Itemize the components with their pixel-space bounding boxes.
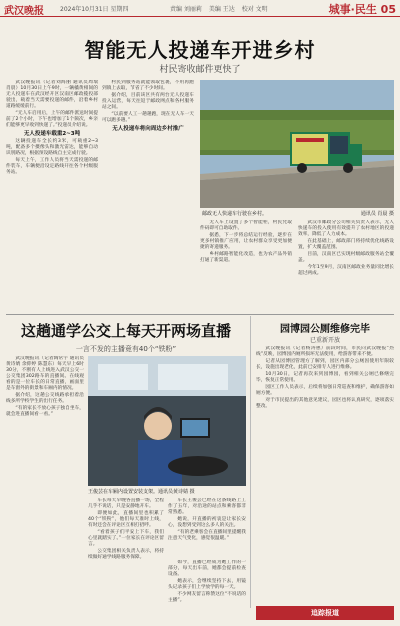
story2-column-1 (6, 356, 84, 616)
paragraph: 即便如此，直播间里也积累了40个“铁粉”，他们每天准时上线，有时还会在评论区互相打招呼。 (88, 511, 164, 528)
paragraph: “有的家长不放心孩子独自坐车，就会进直播间看一看。” (6, 406, 84, 417)
story1-photo-caption: 邮政无人快递车行驶在乡村。 (202, 211, 268, 217)
credit-designer: 美编 王达 (208, 6, 235, 13)
paragraph: 不少网友留言称赞这位“不说话的主播”。 (168, 592, 246, 603)
section-divider (6, 314, 394, 315)
page-header (0, 0, 400, 17)
paragraph: 武汉晚报讯（记者杨涛惠）前段时间，市民向武汉晚报“热线”反映，园博园内厕所损坏无法使用，给游客带来不便。 (256, 346, 394, 357)
side-story-body (256, 346, 394, 602)
paragraph: 车长每天早晚各直播一场，全程几乎不说话，只是安静地开车。 (88, 498, 164, 509)
paragraph: 乡村邮路智能化改造，也为农产品外销打通了新渠道。 (200, 252, 292, 263)
story1-subhead-2: 无人投递车将向周边乡村推广 (112, 126, 184, 132)
story2-subheadline: 一言不发的主播竟有40个“铁粉” (75, 345, 177, 353)
delivery-vehicle-photo (200, 80, 394, 208)
follow-up-report-banner: 追踪报道 (256, 606, 394, 620)
paragraph: 这辆投递车全长约3米，可载重2~3吨，配备多个摄像头和激光雷达，能够自动识别路况，根据预设路线自主完成行驶。 (6, 139, 98, 156)
side-headline: 园博园公厕维修完毕 (280, 324, 370, 335)
paragraph: 目前，汉南区已实现村级邮政服务站全覆盖。 (298, 252, 394, 263)
paragraph: 车长王俊芸已经在这条线路上工作了五年，对沿途的站点和乘客都非常熟悉。 (168, 498, 246, 515)
paragraph: 据介绍，这趟公交线路承担着沿线多所学校学生的出行任务。 (6, 393, 84, 404)
story1-column-3 (200, 220, 292, 308)
paragraph: 10月30日，记者再次来到园博园，看到相关公厕已修缮完毕，恢复正常使用。 (256, 372, 394, 383)
story1-column-2 (102, 80, 194, 308)
paragraph: 她说，开直播的初衷是让家长安心，没想到受到这么多人的关注。 (168, 517, 246, 528)
paragraph: 公交集团相关负责人表示，将持续做好通学线路服务保障。 (88, 549, 164, 560)
column-divider (250, 316, 251, 608)
story1-column-1 (6, 80, 98, 308)
story2-column-4 (168, 560, 246, 616)
paragraph: “无人车启用后，上午的邮件派送时间提前了2个小时，下午也增加了1个频次，乡亲们能够更早收到快递了。”投递员介绍说。 (6, 111, 98, 128)
paragraph: 如今，直播已经成为她工作的一部分，每天出车前，她都会提前检查设备。 (168, 560, 246, 577)
paragraph: 她表示，会继续坚持下去，用镜头记录孩子们上学放学的每一天。 (168, 579, 246, 590)
story2-column-2 (88, 498, 164, 616)
paragraph: 园区工作人员表示，后续将加强日常巡查和维护，确保游客如厕方便。 (256, 385, 394, 396)
bus-driver-photo (88, 356, 246, 486)
side-subheadline: 已重新开放 (309, 337, 340, 344)
paragraph: 今年1至9月，汉南区邮政业务量同比增长超过两成。 (298, 265, 394, 276)
story1-headline: 智能无人投递车开进乡村 (84, 38, 316, 62)
paragraph: 每天上午，工作人员将当天需投递的邮件装车，车辆便沿设定路线开往各个村级服务站。 (6, 158, 98, 175)
story1-photo (200, 80, 394, 208)
paragraph: “以前要人工一趟趟跑，现在无人车一天可以跑多趟。” (102, 112, 194, 123)
masthead: 武汉晚报 (4, 6, 44, 17)
paragraph: 武汉晚报讯（记者刘海丽 通讯员周瑞 肖晨）10月30日上午9时，一辆橘黄相间的无人投递车在武汉经开区汉南区邮政揽投部驶出，载着当天需要投递的邮件，沿着乡村道路缓缓前行。 (6, 80, 98, 109)
story2-photo-caption: 王俊芸在车厢内设置安装支架。通讯员黄诗婧 摄 (88, 489, 195, 495)
story1-subhead-1: 无人投递车载重2~3吨 (23, 131, 81, 137)
editor-credits (170, 4, 273, 13)
paragraph: 无人车上设置了多个智能柜，村民凭取件码即可自助取件。 (200, 220, 292, 231)
paragraph: 对于市民提出的其他意见建议，园区也将认真研究，逐项落实整改。 (256, 398, 394, 409)
paragraph: 记者从园博园管理方了解到，园区内部分公厕因使用年限较长，设施出现老化，此前已安排专人进行维修。 (256, 359, 394, 370)
paragraph: 武汉晚报讯（记者陶常宇 通讯员黄诗婧 余仰婷 陈慧东）每天早上6时30分，不断有人上线进入武汉公交一公交集团302路车的直播间。在线观看的是一位车长的日常直播，画面里是车窗外的街景和车厢内的情况。 (6, 356, 84, 391)
paragraph: 据介绍，目前该区共有两台无人投递车投入运营，每天往返于邮政网点和各村服务站之间。 (102, 93, 194, 110)
story1-photo-credit: 通讯员 肖晨 摄 (360, 211, 394, 217)
paragraph: 村民到服务站就能领取包裹，不用再跑到镇上去取，节省了不少时间。 (102, 80, 194, 91)
section-channel: 城事·民生 05 (328, 3, 396, 16)
paragraph: “看着孩子们平安上下车，我们心里就踏实了。”一位家长在评论区留言。 (88, 530, 164, 547)
story2-column-3 (168, 498, 246, 558)
credit-proofreader: 校对 文明 (241, 6, 268, 13)
story1-subheadline: 村民寄收邮件更快了 (159, 65, 241, 75)
story1-column-4 (298, 220, 394, 308)
paragraph: 武汉市邮政分公司相关负责人表示，无人快递车的投入使用有效提升了农村地区的投递效率，降低了人力成本。 (298, 220, 394, 237)
credit-editor: 责编 刘丽莉 (170, 6, 202, 13)
paragraph: “有的老乘客会在直播间里提醒我注意天气变化，感觉很温暖。” (168, 530, 246, 541)
paragraph: 在此基础上，邮政部门将持续优化线路设置，扩大覆盖范围。 (298, 239, 394, 250)
story2-headline: 这趟通学公交上每天开两场直播 (20, 322, 231, 340)
paragraph: 据悉，下一步将总结运行经验，逐步在更多村镇推广应用，让农村群众享受更加便捷的寄递服务。 (200, 233, 292, 250)
story2-photo (88, 356, 246, 486)
issue-date: 2024年10月31日 星期四 (60, 6, 129, 13)
